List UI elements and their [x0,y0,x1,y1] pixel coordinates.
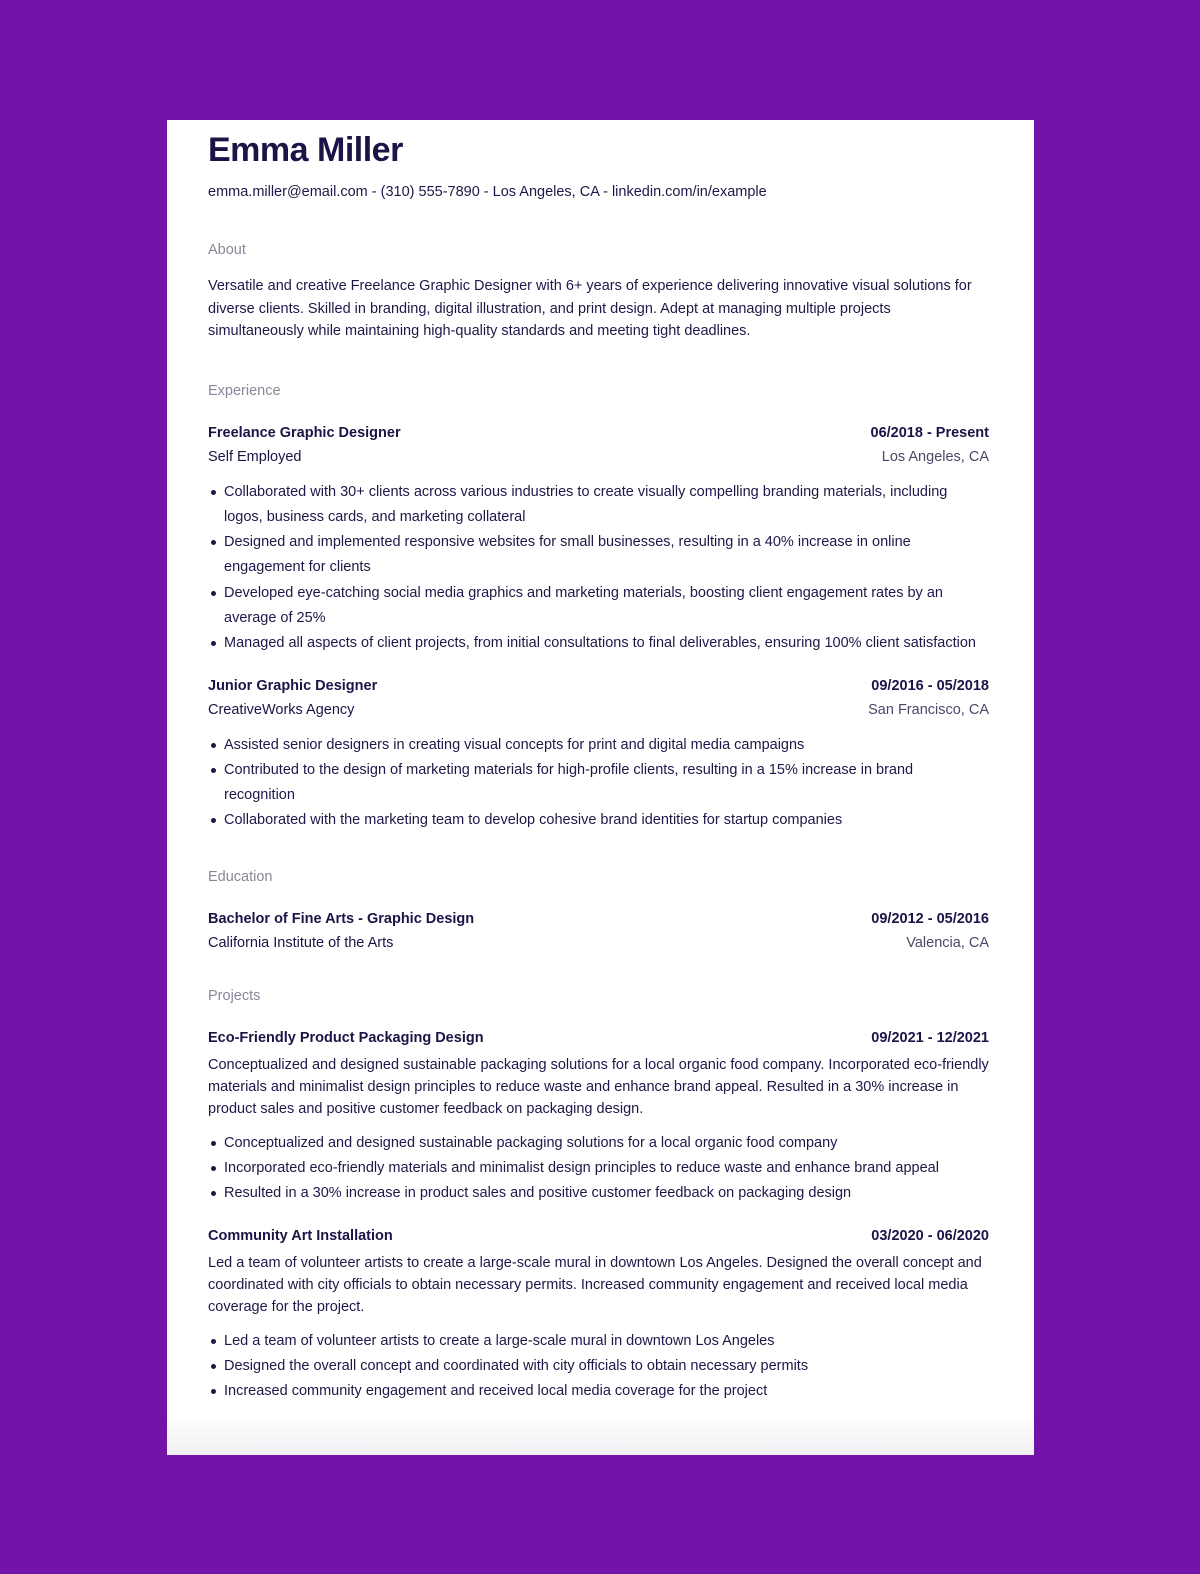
education-entry [208,909,989,953]
resume-page [167,120,1034,1455]
bullet-item: Contributed to the design of marketing materials for high-profile clients, resulting in a 15% increase in brand recognition [224,758,989,809]
bullet-item: Led a team of volunteer artists to create a large-scale mural in downtown Los Angeles [224,1329,989,1354]
bullet-item: Resulted in a 30% increase in product sales and positive customer feedback on packaging design [224,1181,989,1206]
degree-title: Bachelor of Fine Arts - Graphic Design [208,910,475,927]
project-entry [208,1028,989,1207]
job-location: San Francisco, CA [868,701,989,718]
company-name: CreativeWorks Agency [208,701,355,718]
bullet-item: Designed the overall concept and coordinated with city officials to obtain necessary permits [224,1354,989,1379]
bullet-item: Assisted senior designers in creating visual concepts for print and digital media campaigns [224,733,989,758]
job-title: Junior Graphic Designer [208,677,378,694]
project-dates: 03/2020 - 06/2020 [871,1227,989,1244]
bullet-item: Collaborated with the marketing team to develop cohesive brand identities for startup companies [224,808,989,833]
bullet-item: Increased community engagement and received local media coverage for the project [224,1379,989,1404]
job-bullets [208,733,989,834]
bullet-item: Managed all aspects of client projects, from initial consultations to final deliverables, ensuring 100% client satisfaction [224,631,989,656]
job-location: Los Angeles, CA [881,448,989,465]
bullet-item: Conceptualized and designed sustainable packaging solutions for a local organic food company [224,1131,989,1156]
school-location: Valencia, CA [906,934,989,951]
bullet-item: Incorporated eco-friendly materials and minimalist design principles to reduce waste and enhance brand appeal [224,1156,989,1181]
education-dates: 09/2012 - 05/2016 [871,910,989,927]
section-title-experience: Experience [208,382,281,399]
bullet-item: Designed and implemented responsive websites for small businesses, resulting in a 40% increase in online engagement for clients [224,530,989,581]
experience-entry [208,423,989,657]
company-name: Self Employed [208,448,302,465]
job-bullets [208,480,989,657]
candidate-name: Emma Miller [208,131,403,169]
project-bullets [208,1329,989,1405]
section-title-projects: Projects [208,987,261,1004]
job-title: Freelance Graphic Designer [208,424,401,441]
job-dates: 09/2016 - 05/2018 [871,677,989,694]
project-dates: 09/2021 - 12/2021 [871,1029,989,1046]
bullet-item: Developed eye-catching social media graphics and marketing materials, boosting client engagement rates by an average of 25% [224,581,989,632]
contact-line: emma.miller@email.com - (310) 555-7890 - Los Angeles, CA - linkedin.com/in/example [208,184,767,200]
project-entry [208,1226,989,1405]
project-name: Community Art Installation [208,1227,393,1244]
project-description: Led a team of volunteer artists to create a large-scale mural in downtown Los Angeles. Designed the overall concept and coordinated with city officials to obtain necessary permits. Increased community engagement and received local media coverage for the project. [208,1254,982,1315]
project-name: Eco-Friendly Product Packaging Design [208,1029,484,1046]
about-text: Versatile and creative Freelance Graphic Designer with 6+ years of experience delivering innovative visual solutions for diverse clients. Skilled in branding, digital illustration, and print design. Adept at managing multiple projects simultaneously while maintaining high-quality standards and meeting tight deadlines. [208,278,972,339]
section-title-education: Education [208,868,273,885]
section-title-about: About [208,242,246,258]
job-dates: 06/2018 - Present [870,424,989,441]
bullet-item: Collaborated with 30+ clients across various industries to create visually compelling branding materials, including logos, business cards, and marketing collateral [224,480,989,531]
experience-entry [208,676,989,834]
school-name: California Institute of the Arts [208,934,394,951]
project-description: Conceptualized and designed sustainable packaging solutions for a local organic food company. Incorporated eco-friendly materials and minimalist design principles to reduce waste and enhance brand appeal. Resulted in a 30% increase in product sales and positive customer feedback on packaging design. [208,1056,989,1117]
project-bullets [208,1131,989,1207]
